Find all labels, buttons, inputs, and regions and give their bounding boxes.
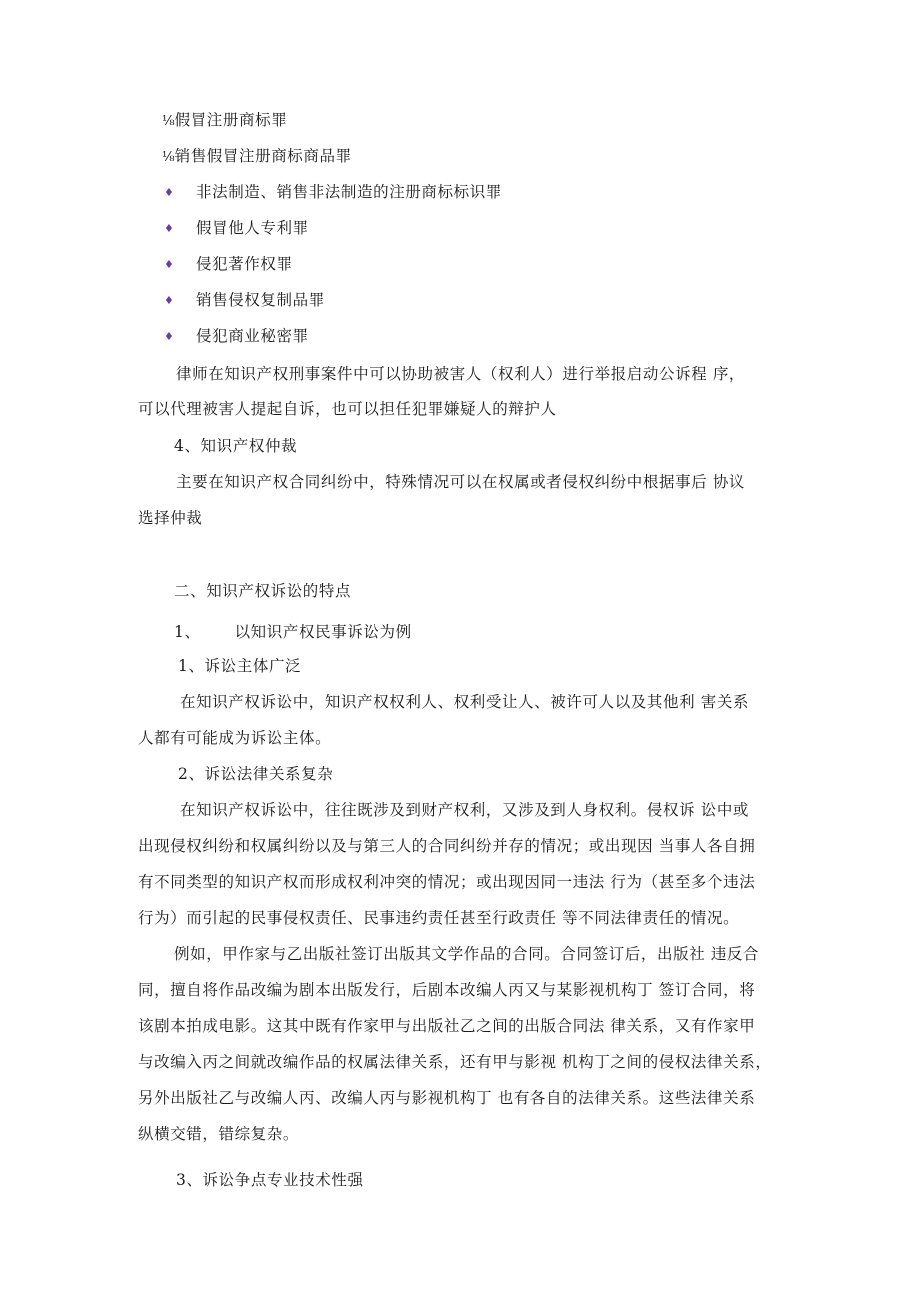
paragraph-line: 该剧本拍成电影。这其中既有作家甲与出版社乙之间的出版合同法 律关系，又有作家甲 — [138, 1017, 756, 1035]
list-item-text: 销售假冒注册商标商品罪 — [174, 147, 352, 165]
diamond-bullet-icon: ♦ — [164, 294, 175, 307]
paragraph-line: 在知识产权诉讼中，往往既涉及到财产权利，又涉及到人身权利。侵权诉 讼中或 — [180, 801, 750, 819]
fraction-mark: ⅛ — [162, 114, 175, 129]
fraction-mark: ⅛ — [162, 150, 175, 165]
paragraph-line: 同，擅自将作品改编为剧本出版发行，后剧本改编人丙又与某影视机构丁 签订合同，将 — [138, 981, 756, 999]
paragraph-line: 主要在知识产权合同纠纷中，特殊情况可以在权属或者侵权纠纷中根据事后 协议 — [176, 473, 746, 491]
section-title: 二、知识产权诉讼的特点 — [174, 582, 352, 600]
section-heading: 2、诉讼法律关系复杂 — [178, 765, 334, 783]
paragraph-line: 例如，甲作家与乙出版社签订出版其文学作品的合同。合同签订后，出版社 违反合 — [174, 945, 760, 963]
list-item-text: 侵犯著作权罪 — [196, 255, 293, 273]
section-heading: 1、诉讼主体广泛 — [178, 657, 302, 675]
paragraph-line: 纵横交错，错综复杂。 — [138, 1125, 300, 1143]
list-item-text: 非法制造、销售非法制造的注册商标标识罪 — [196, 183, 502, 201]
list-item — [162, 110, 287, 132]
paragraph-line: 选择仲裁 — [138, 509, 203, 527]
list-item-text: 假冒他人专利罪 — [196, 219, 309, 237]
diamond-bullet-icon: ♦ — [164, 330, 175, 343]
list-item — [164, 326, 309, 347]
paragraph-line: 另外出版社乙与改编人丙、改编人丙与影视机构丁 也有各自的法律关系。这些法律关系 — [138, 1089, 756, 1107]
paragraph-line: 出现侵权纠纷和权属纠纷以及与第三人的合同纠纷并存的情况；或出现因 当事人各自拥 — [138, 837, 756, 855]
section-heading: 4、知识产权仲裁 — [174, 437, 298, 455]
paragraph-line: 人都有可能成为诉讼主体。 — [138, 729, 332, 747]
paragraph-line: 有不同类型的知识产权而形成权利冲突的情况；或出现因同一违法 行为（甚至多个违法 — [138, 873, 756, 891]
list-item-text: 侵犯商业秘密罪 — [196, 327, 309, 345]
paragraph-line: 行为）而引起的民事侵权责任、民事违约责任甚至行政责任 等不同法律责任的情况。 — [138, 909, 740, 927]
subsection-heading — [174, 622, 412, 642]
list-item — [164, 182, 502, 203]
diamond-bullet-icon: ♦ — [164, 186, 175, 199]
subsection-text: 以知识产权民事诉讼为例 — [234, 623, 412, 641]
paragraph-line: 律师在知识产权刑事案件中可以协助被害人（权利人）进行举报启动公诉程 序， — [176, 365, 746, 383]
list-item-text: 假冒注册商标罪 — [174, 111, 288, 129]
diamond-bullet-icon: ♦ — [164, 258, 175, 271]
list-item — [164, 290, 325, 311]
section-heading: 3、诉讼争点专业技术性强 — [176, 1171, 364, 1189]
paragraph-line: 与改编入丙之间就改编作品的权属法律关系，还有甲与影视 机构丁之间的侵权法律关系， — [138, 1053, 772, 1071]
list-item — [162, 146, 352, 168]
list-item — [164, 254, 293, 275]
paragraph-line: 在知识产权诉讼中，知识产权权利人、权利受让人、被许可人以及其他利 害关系 — [180, 693, 750, 711]
paragraph-line: 可以代理被害人提起自诉，也可以担任犯罪嫌疑人的辩护人 — [138, 400, 557, 418]
subsection-number: 1、 — [174, 623, 201, 641]
list-item-text: 销售侵权复制品罪 — [196, 291, 325, 309]
list-item — [164, 218, 309, 239]
diamond-bullet-icon: ♦ — [164, 222, 175, 235]
